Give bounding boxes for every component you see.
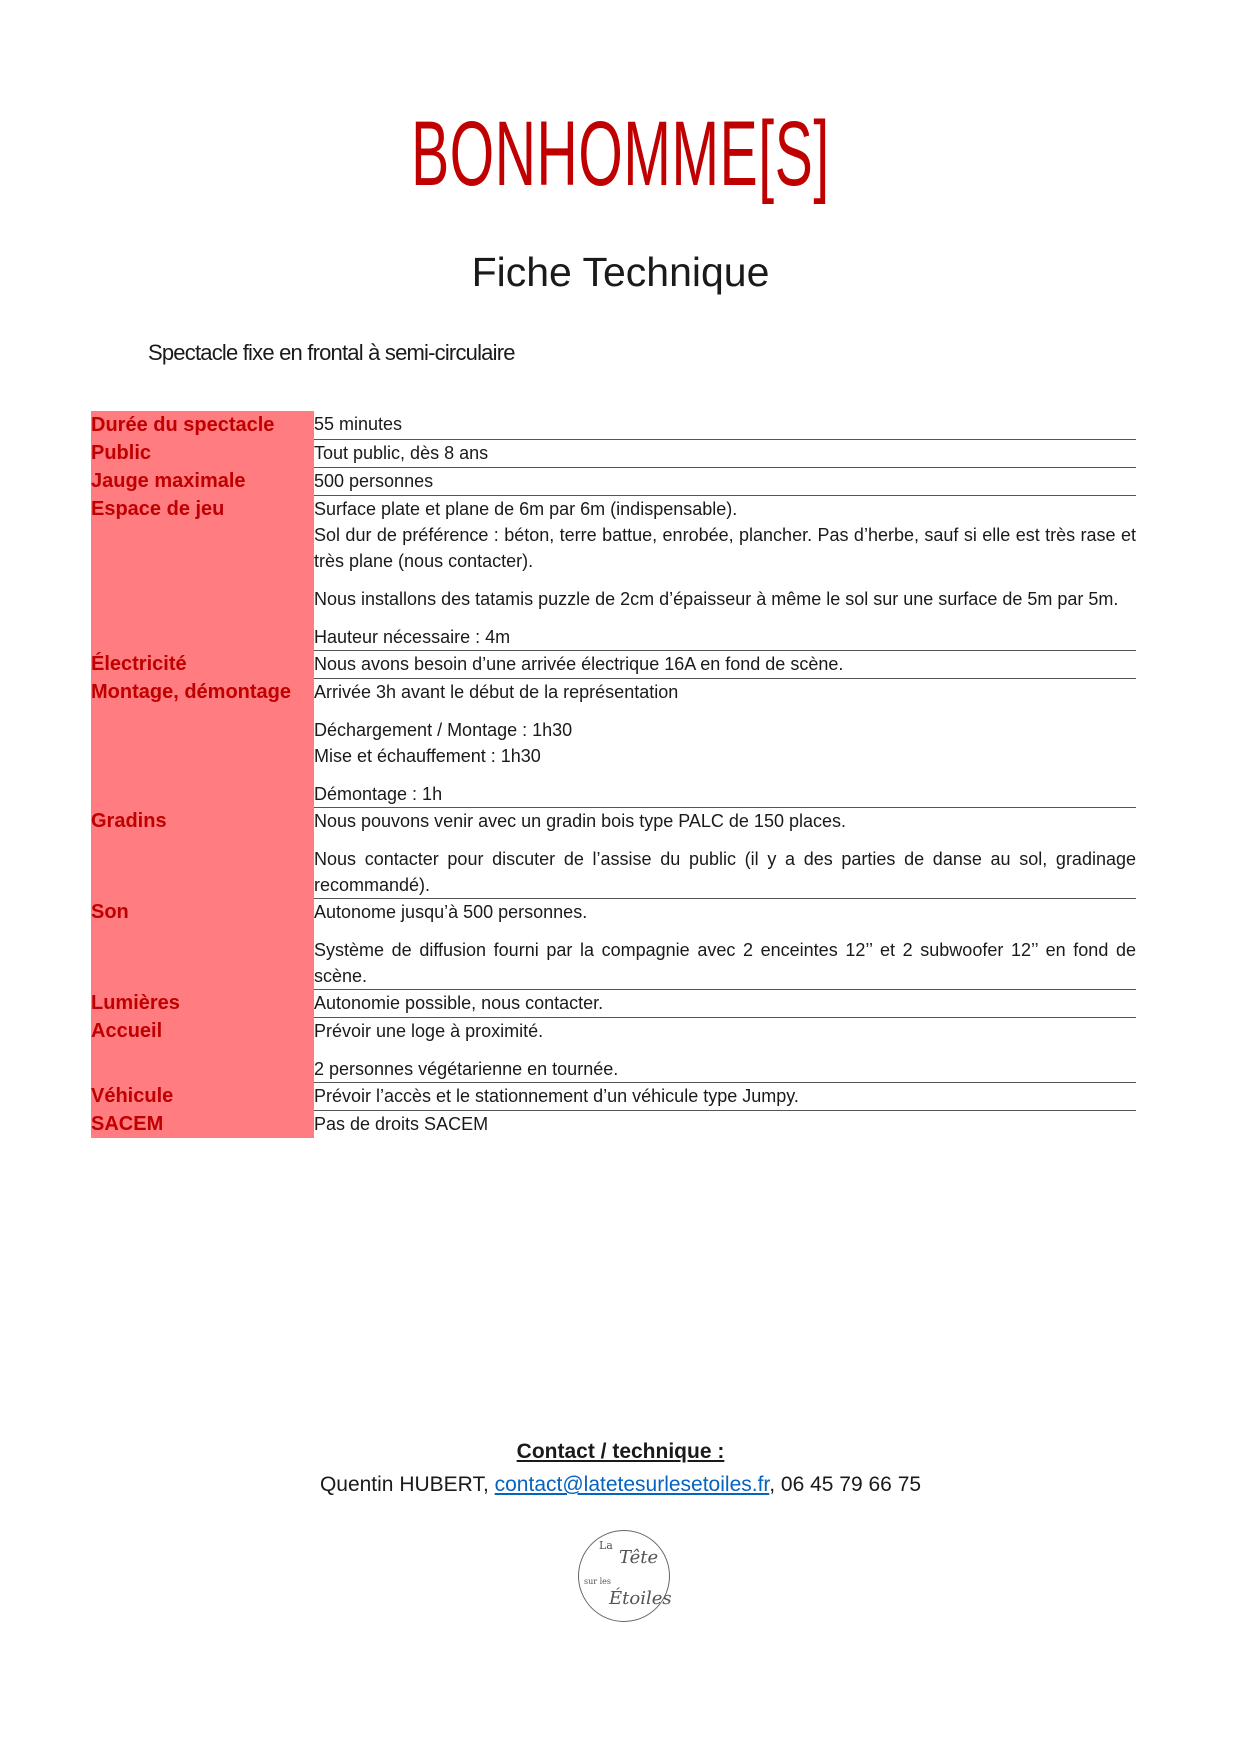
row-value xyxy=(314,467,1136,495)
table-row xyxy=(91,650,1136,678)
table-row xyxy=(91,678,1136,807)
row-paragraph: Prévoir une loge à proximité. xyxy=(314,1020,544,1041)
intro-text: Spectacle fixe en frontal à semi-circulaire xyxy=(148,340,515,365)
contact-heading: Contact / technique : xyxy=(516,1440,725,1463)
row-paragraph: 500 personnes xyxy=(314,470,434,491)
row-paragraph: Nous avons besoin d’une arrivée électrique 16A en fond de scène. xyxy=(314,653,844,674)
row-value xyxy=(314,439,1136,467)
row-value xyxy=(314,495,1136,650)
table-row xyxy=(91,1082,1136,1110)
row-label: Accueil xyxy=(91,1017,314,1082)
row-label: Public xyxy=(91,439,314,467)
contact-name: Quentin HUBERT, xyxy=(319,1473,495,1496)
tech-spec-table xyxy=(91,411,1136,1138)
row-value xyxy=(314,1017,1136,1082)
row-label: Véhicule xyxy=(91,1082,314,1110)
row-value xyxy=(314,989,1136,1017)
row-label: Électricité xyxy=(91,650,314,678)
row-value xyxy=(314,1082,1136,1110)
row-value xyxy=(314,411,1136,439)
row-label: SACEM xyxy=(91,1110,314,1138)
table-row xyxy=(91,439,1136,467)
table-row xyxy=(91,989,1136,1017)
row-paragraph: Arrivée 3h avant le début de la représentation xyxy=(314,681,679,702)
table-row xyxy=(91,1110,1136,1138)
row-paragraph: Système de diffusion fourni par la compagnie avec 2 enceintes 12’’ et 2 subwoofer 12’’ en fond de scène. xyxy=(314,939,1136,986)
row-label: Gradins xyxy=(91,807,314,898)
row-label: Durée du spectacle xyxy=(91,411,314,439)
row-paragraph: Tout public, dès 8 ans xyxy=(314,442,489,463)
row-paragraph: Autonomie possible, nous contacter. xyxy=(314,992,604,1013)
row-label: Son xyxy=(91,898,314,989)
table-row xyxy=(91,1017,1136,1082)
row-paragraph: 2 personnes végétarienne en tournée. xyxy=(314,1058,619,1079)
row-value xyxy=(314,678,1136,807)
row-paragraph: Déchargement / Montage : 1h30 Mise et échauffement : 1h30 xyxy=(314,719,573,766)
row-paragraph: Hauteur nécessaire : 4m xyxy=(314,626,511,647)
row-paragraph: Démontage : 1h xyxy=(314,783,443,804)
row-paragraph: Nous installons des tatamis puzzle de 2cm d’épaisseur à même le sol sur une surface de 5m par 5m. xyxy=(314,588,1119,609)
company-logo xyxy=(578,1530,670,1622)
table-row xyxy=(91,495,1136,650)
row-paragraph: Autonome jusqu’à 500 personnes. xyxy=(314,901,588,922)
logo-text-etoiles: Étoiles xyxy=(609,1588,672,1609)
table-row xyxy=(91,898,1136,989)
contact-email-link[interactable]: contact@latetesurlesetoiles.fr xyxy=(494,1473,770,1496)
row-paragraph: 55 minutes xyxy=(314,414,403,434)
row-paragraph: Surface plate et plane de 6m par 6m (indispensable). Sol dur de préférence : béton, terre battue, enrobée, plancher. Pas d’herbe, sauf si elle est très rase et très plane (nous contacter). xyxy=(314,498,1136,571)
logo-text-sur-les: sur les xyxy=(584,1577,612,1586)
row-value xyxy=(314,807,1136,898)
row-paragraph: Nous contacter pour discuter de l’assise du public (il y a des parties de danse au sol, gradinage recommandé). xyxy=(314,848,1136,895)
row-label: Lumières xyxy=(91,989,314,1017)
row-label: Montage, démontage xyxy=(91,678,314,807)
contact-phone: , 06 45 79 66 75 xyxy=(769,1473,922,1496)
table-row xyxy=(91,467,1136,495)
show-title: BONHOMME[S] xyxy=(411,103,830,205)
page-subtitle: Fiche Technique xyxy=(471,249,770,295)
row-paragraph: Prévoir l’accès et le stationnement d’un véhicule type Jumpy. xyxy=(314,1085,799,1106)
logo-text-tete: Tête xyxy=(619,1547,659,1568)
row-paragraph: Pas de droits SACEM xyxy=(314,1113,489,1134)
row-label: Jauge maximale xyxy=(91,467,314,495)
table-row xyxy=(91,411,1136,439)
table-row xyxy=(91,807,1136,898)
row-value xyxy=(314,1110,1136,1138)
row-label: Espace de jeu xyxy=(91,495,314,650)
contact-line xyxy=(0,1473,1241,1497)
row-paragraph: Nous pouvons venir avec un gradin bois type PALC de 150 places. xyxy=(314,810,846,831)
logo-text-la: La xyxy=(599,1539,613,1552)
row-value xyxy=(314,650,1136,678)
row-value xyxy=(314,898,1136,989)
